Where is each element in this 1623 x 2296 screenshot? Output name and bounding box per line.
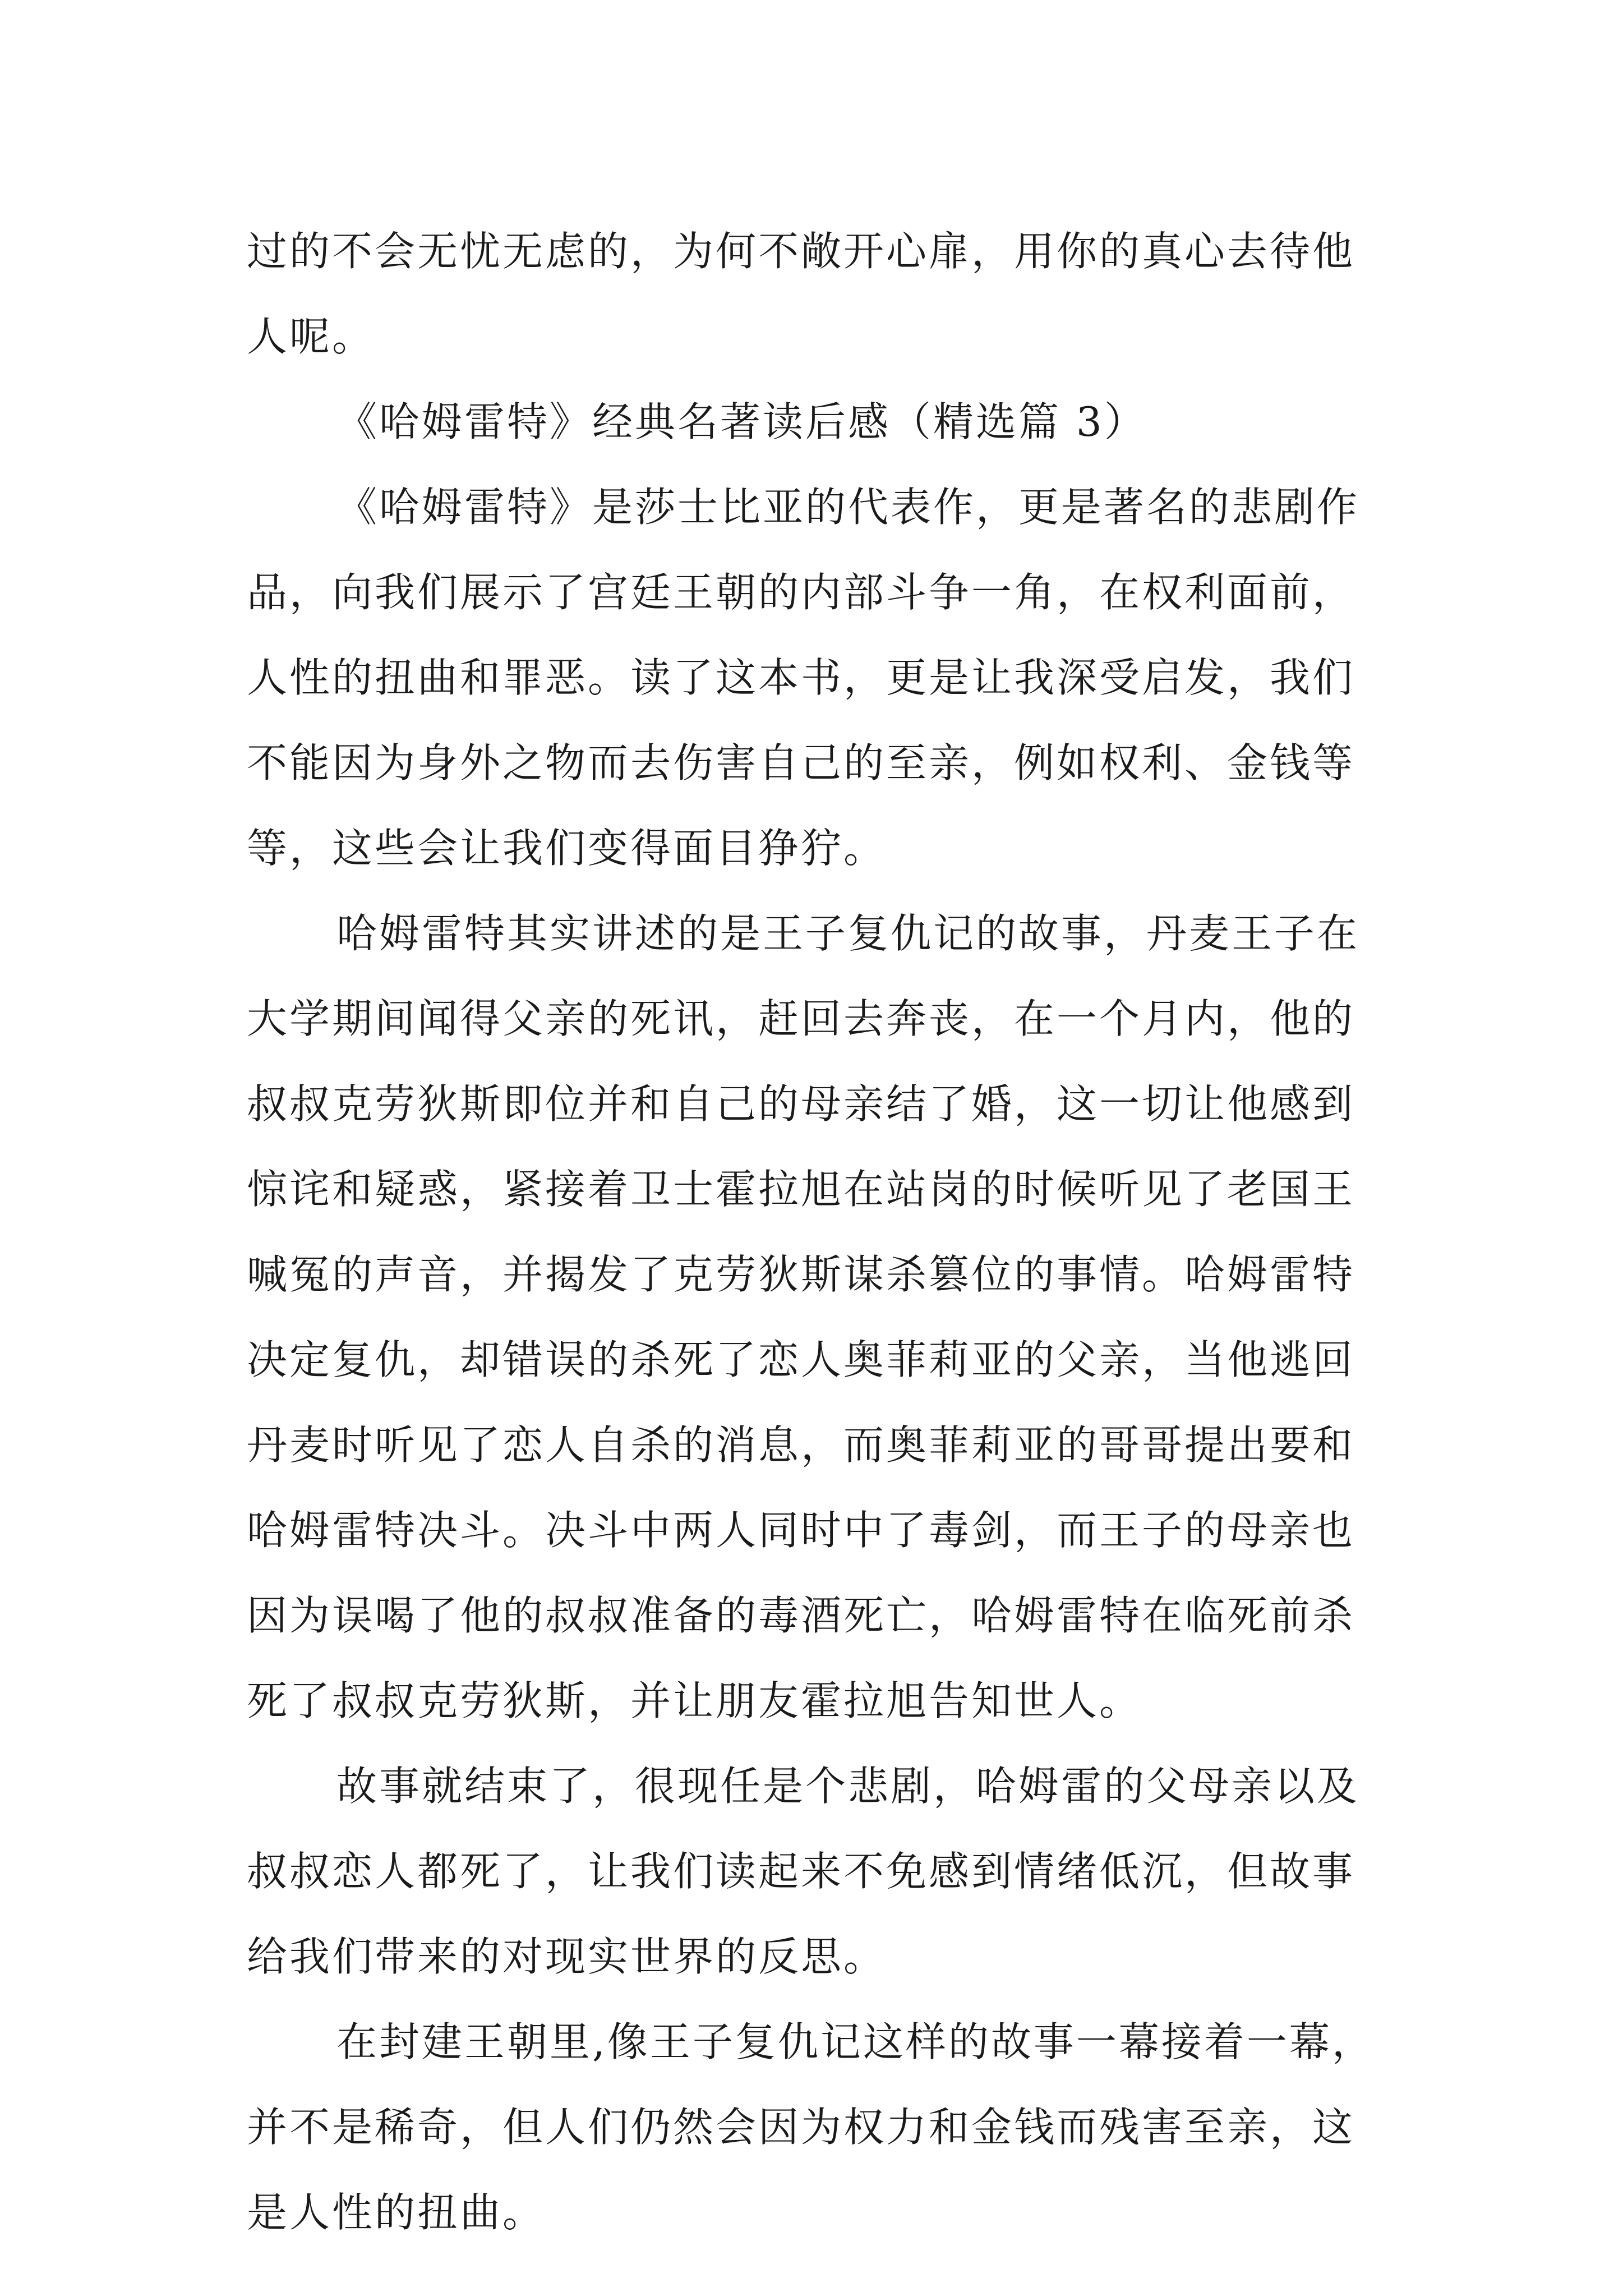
- text-line: 过的不会无忧无虑的，为何不敞开心扉，用你的真心去待他: [247, 228, 1355, 275]
- text-line: 丹麦时听见了恋人自杀的消息，而奥菲莉亚的哥哥提出要和: [247, 1421, 1355, 1469]
- text-line: 惊诧和疑惑，紧接着卫士霍拉旭在站岗的时候听见了老国王: [247, 1166, 1355, 1213]
- paragraph-start: 在封建王朝里,像王子复仇记这样的故事一幕接着一幕，: [336, 2018, 1375, 2065]
- text-line: 不能因为身外之物而去伤害自己的至亲，例如权利、金钱等: [247, 739, 1355, 786]
- section-heading: 《哈姆雷特》经典名著读后感（精选篇 3）: [336, 398, 1147, 445]
- text-line: 叔叔恋人都死了，让我们读起来不免感到情绪低沉，但故事: [247, 1848, 1355, 1895]
- text-line: 人性的扭曲和罪恶。读了这本书，更是让我深受启发，我们: [247, 654, 1355, 701]
- text-line: 给我们带来的对现实世界的反思。: [247, 1933, 887, 1980]
- text-line: 是人性的扭曲。: [247, 2189, 546, 2236]
- text-line: 叔叔克劳狄斯即位并和自己的母亲结了婚，这一切让他感到: [247, 1080, 1355, 1128]
- text-line: 人呢。: [247, 313, 375, 360]
- paragraph-start: 故事就结束了，很现任是个悲剧，哈姆雷的父母亲以及: [336, 1763, 1360, 1810]
- text-line: 决定复仇，却错误的杀死了恋人奥菲莉亚的父亲，当他逃回: [247, 1336, 1355, 1383]
- paragraph-start: 《哈姆雷特》是莎士比亚的代表作，更是著名的悲剧作: [336, 484, 1360, 531]
- text-line: 死了叔叔克劳狄斯，并让朋友霍拉旭告知世人。: [247, 1677, 1142, 1724]
- document-body: [247, 209, 1380, 2255]
- text-line: 等，这些会让我们变得面目狰狞。: [247, 825, 887, 872]
- text-line: 喊冤的声音，并揭发了克劳狄斯谋杀篡位的事情。哈姆雷特: [247, 1251, 1355, 1298]
- text-line: 哈姆雷特决斗。决斗中两人同时中了毒剑，而王子的母亲也: [247, 1507, 1355, 1554]
- text-line: 并不是稀奇，但人们仍然会因为权力和金钱而残害至亲，这: [247, 2104, 1355, 2151]
- text-line: 大学期间闻得父亲的死讯，赶回去奔丧，在一个月内，他的: [247, 995, 1355, 1042]
- text-line: 品，向我们展示了宫廷王朝的内部斗争一角，在权利面前，: [247, 569, 1355, 616]
- text-line: 因为误喝了他的叔叔准备的毒酒死亡，哈姆雷特在临死前杀: [247, 1592, 1355, 1639]
- paragraph-start: 哈姆雷特其实讲述的是王子复仇记的故事，丹麦王子在: [336, 910, 1360, 957]
